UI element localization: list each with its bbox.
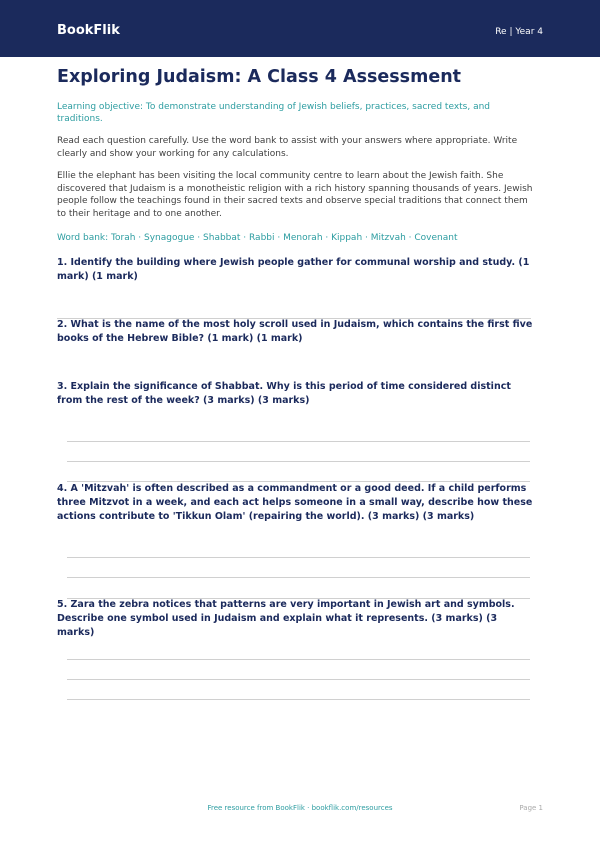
question-3-answer-line[interactable] — [67, 461, 530, 462]
page-title: Exploring Judaism: A Class 4 Assessment — [57, 67, 462, 87]
intro-section — [57, 66, 537, 244]
question-3: 3. Explain the significance of Shabbat. Why is this period of time considered distinct from the rest of the week? (3 marks) (3 marks) — [57, 381, 511, 406]
question-5-answer-line[interactable] — [67, 659, 530, 660]
instructions: Read each question carefully. Use the word bank to assist with your answers where appropriate. Write clearly and show your working for any calculations. — [57, 136, 518, 159]
footer-link[interactable]: Free resource from BookFlik · bookflik.com/resources — [207, 804, 393, 812]
question-5-answer-line[interactable] — [67, 699, 530, 700]
learning-objective: Learning objective: To demonstrate understanding of Jewish beliefs, practices, sacred texts, and traditions. — [57, 102, 491, 124]
question-5: 5. Zara the zebra notices that patterns are very important in Jewish art and symbols. Describe one symbol used in Judaism and explain what it represents. (3 marks) (3 marks) — [57, 599, 515, 638]
brand-logo: BookFlik — [57, 23, 120, 38]
question-3-answer-line[interactable] — [67, 441, 530, 442]
question-4: 4. A 'Mitzvah' is often described as a commandment or a good deed. If a child performs three Mitzvot in a week, and each act helps someone in a small way, describe how these actions contribute to 'Tikkun Olam' (repairing the world). (3 marks) (3 marks) — [57, 483, 533, 522]
question-4-answer-line[interactable] — [67, 577, 530, 578]
question-2: 2. What is the name of the most holy scroll used in Judaism, which contains the first five books of the Hebrew Bible? (1 mark) (1 mark) — [57, 319, 533, 344]
subject-year: Re | Year 4 — [495, 27, 543, 37]
question-1: 1. Identify the building where Jewish people gather for communal worship and study. (1 mark) (1 mark) — [57, 257, 530, 282]
header-bar — [0, 0, 600, 57]
word-bank: Word bank: Torah · Synagogue · Shabbat · Rabbi · Menorah · Kippah · Mitzvah · Covenant — [57, 233, 458, 243]
question-4-answer-line[interactable] — [67, 557, 530, 558]
intro-paragraph: Ellie the elephant has been visiting the local community centre to learn about the Jewish faith. She discovered that Judaism is a monotheistic religion with a rich history spanning thousands of years. Jewish people follow the teachings found in their sacred texts and observe special traditions that connect them to their heritage and to one another. — [57, 171, 533, 219]
page-number: Page 1 — [519, 804, 543, 812]
question-5-answer-line[interactable] — [67, 679, 530, 680]
